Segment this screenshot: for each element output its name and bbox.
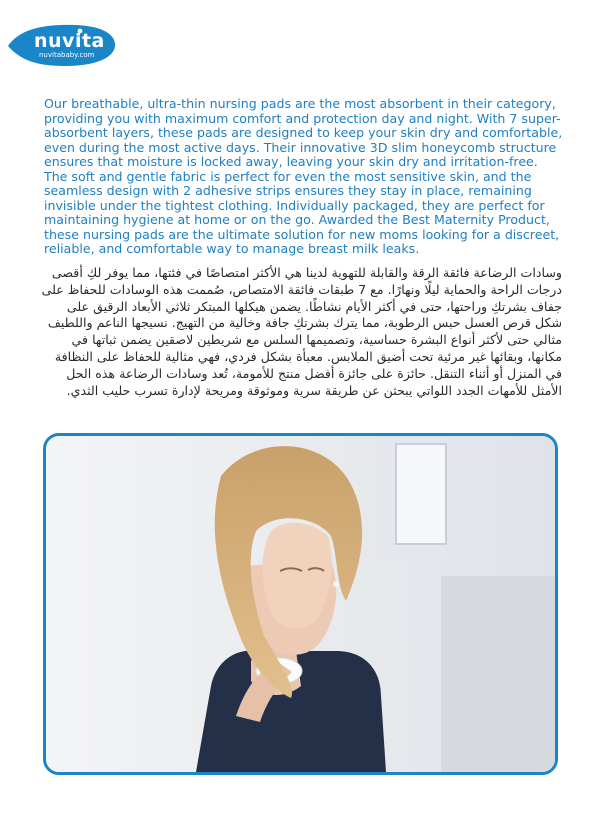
logo-url: nuvitababy.com: [39, 51, 95, 59]
logo-wordmark: nuvita: [34, 30, 105, 52]
description-english: Our breathable, ultra-thin nursing pads are the most absorbent in their category, providing you with maximum comfort and protection day and night. With 7 super-absorbent layers, these pads are designed to keep your skin dry and comfortable, even during the most active days. Their innovative 3D slim honeycomb structure ensures that moisture is locked away, leaving your skin dry and irritation-free. The soft and gentle fabric is perfect for even the most sensitive skin, and the seamless design with 2 adhesive strips ensures they stay in place, remaining invisible under the tightest clothing. Individually packaged, they are perfect for maintaining hygiene at home or on the go. Awarded the Best Maternity Product, these nursing pads are the ultimate solution for new moms looking for a discreet, reliable, and comfortable way to manage breast milk leaks.: [44, 96, 563, 256]
description-arabic: وسادات الرضاعة فائقة الرقة والقابلة للتهوية لدينا هي الأكثر امتصاصًا في فئتها، مما يوفر لكِ أقصى درجات الراحة والحماية ليلًا ونهارًا. مع 7 طبقات فائقة الامتصاص، صُممت هذه الوسادات للحفاظ على جفاف بشرتكِ وراحتها، حتى في أكثر الأيام نشاطًا. يضمن هيكلها المبتكر ثلاثي الأبعاد الرقيق على شكل قرص العسل حبس الرطوبة، مما يترك بشرتكِ جافة وخالية من التهيج. نسيجها الناعم واللطيف مثالي حتى لأكثر أنواع البشرة حساسية، وتصميمها السلس مع شريطين لاصقين يضمن ثباتها في مكانها، وبقائها غير مرئية تحت أضيق الملابس. معبأة بشكل فردي، فهي مثالية للحفاظ على النظافة في المنزل أو أثناء التنقل. حائزة على جائزة أفضل منتج للأمومة، تُعد وسادات الرضاعة هذه الحل الأمثل للأمهات الجدد اللواتي يبحثن عن طريقة سرية وموثوقة ومريحة لإدارة تسرب حليب الثدي.: [41, 265, 562, 398]
photo-illustration: [46, 436, 555, 772]
product-photo: [43, 433, 558, 775]
brand-logo: [6, 22, 118, 68]
